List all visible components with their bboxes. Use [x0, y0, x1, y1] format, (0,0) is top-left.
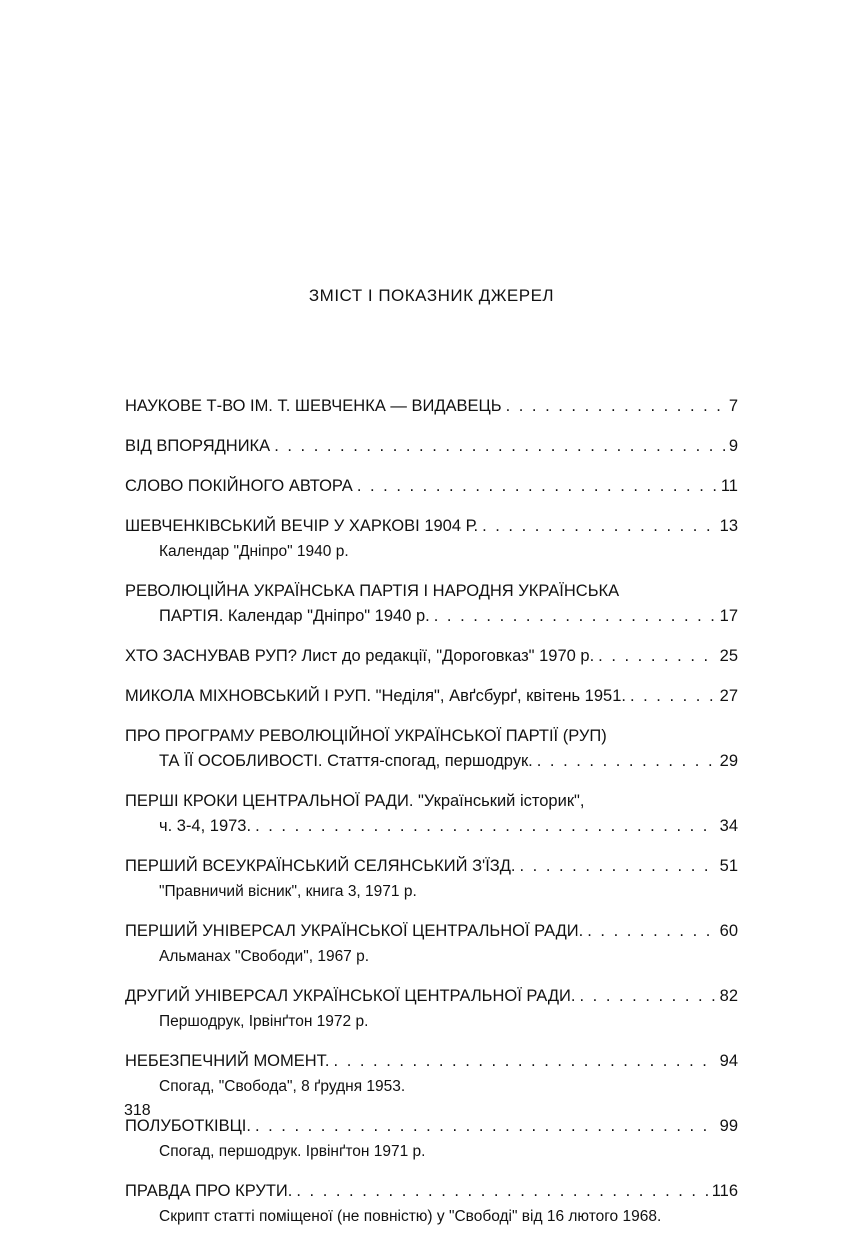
dot-leader: [520, 854, 716, 879]
entry-page-ref: 7: [728, 397, 738, 415]
toc-line: [125, 854, 738, 879]
entry-page-ref: 11: [720, 477, 738, 495]
dot-leader: [587, 919, 715, 944]
toc-entry: [125, 514, 738, 564]
toc-line: [125, 579, 738, 604]
page-title: ЗМІСТ І ПОКАЗНИК ДЖЕРЕЛ: [308, 286, 555, 305]
entry-source: "Правничий вісник", книга 3, 1971 р.: [159, 883, 417, 900]
entry-title: НАУКОВЕ Т-ВО ІМ. Т. ШЕВЧЕНКА — ВИДАВЕЦЬ: [125, 397, 502, 415]
page-number: 318: [124, 1102, 151, 1119]
entry-source: Спогад, "Свобода", 8 ґрудня 1953.: [159, 1078, 406, 1095]
entry-title: ПЕРШИЙ УНІВЕРСАЛ УКРАЇНСЬКОЇ ЦЕНТРАЛЬНОЇ РАДИ.: [125, 922, 584, 940]
entry-page-ref: 27: [719, 687, 738, 705]
toc-entry: [125, 434, 738, 459]
toc-line: [125, 474, 738, 499]
entry-title: МИКОЛА МІХНОВСЬКИЙ І РУП. "Неділя", Авґсбурґ, квітень 1951.: [125, 687, 626, 705]
entry-title: ВІД ВПОРЯДНИКА: [125, 437, 271, 455]
entry-title: ч. 3-4, 1973.: [159, 817, 252, 835]
toc-line: [125, 1179, 738, 1204]
toc-line: [125, 604, 738, 629]
dot-leader: [274, 434, 725, 459]
entry-source: Скрипт статті поміщеної (не повністю) у "Свободі" від 16 лютого 1968.: [159, 1208, 662, 1225]
entry-title: ПРАВДА ПРО КРУТИ.: [125, 1182, 293, 1200]
toc-line: [125, 814, 738, 839]
entry-page-ref: 116: [711, 1182, 738, 1200]
toc-entry: [125, 1049, 738, 1099]
entry-title: ПЕРШИЙ ВСЕУКРАЇНСЬКИЙ СЕЛЯНСЬКИЙ З'ЇЗД.: [125, 857, 516, 875]
toc-entry: [125, 1114, 738, 1164]
entry-title: ТА ЇЇ ОСОБЛИВОСТІ. Стаття-спогад, першодрук.: [159, 752, 533, 770]
toc-line: [125, 1049, 738, 1074]
toc-entry: [125, 1179, 738, 1229]
dot-leader: [630, 684, 716, 709]
entry-page-ref: 82: [719, 987, 738, 1005]
entry-source: Спогад, першодрук. Ірвінґтон 1971 р.: [159, 1143, 426, 1160]
entry-title: ПАРТІЯ. Календар "Дніпро" 1940 р.: [159, 607, 430, 625]
dot-leader: [537, 749, 716, 774]
toc-entry: [125, 984, 738, 1034]
dot-leader: [598, 644, 715, 669]
toc-entry: [125, 919, 738, 969]
toc-entry: [125, 789, 738, 839]
dot-leader: [255, 1114, 716, 1139]
entry-page-ref: 9: [728, 437, 738, 455]
toc-entry: [125, 579, 738, 629]
toc-entry: [125, 474, 738, 499]
entry-title: СЛОВО ПОКІЙНОГО АВТОРА: [125, 477, 353, 495]
table-of-contents: [125, 394, 738, 1244]
toc-entry: [125, 394, 738, 419]
toc-line: [125, 514, 738, 539]
entry-title: ШЕВЧЕНКІВСЬКИЙ ВЕЧІР У ХАРКОВІ 1904 Р.: [125, 517, 479, 535]
dot-leader: [434, 604, 716, 629]
entry-title: НЕБЕЗПЕЧНИЙ МОМЕНТ.: [125, 1052, 330, 1070]
toc-entry: [125, 684, 738, 709]
entry-page-ref: 60: [719, 922, 738, 940]
entry-page-ref: 17: [719, 607, 738, 625]
dot-leader: [579, 984, 715, 1009]
entry-source: Календар "Дніпро" 1940 р.: [159, 543, 349, 560]
toc-entry: [125, 724, 738, 774]
dot-leader: [506, 394, 725, 419]
entry-title: ДРУГИЙ УНІВЕРСАЛ УКРАЇНСЬКОЇ ЦЕНТРАЛЬНОЇ РАДИ.: [125, 987, 576, 1005]
dot-leader: [334, 1049, 716, 1074]
dot-leader: [296, 1179, 707, 1204]
entry-page-ref: 99: [719, 1117, 738, 1135]
toc-line: [125, 394, 738, 419]
toc-line: [125, 644, 738, 669]
dot-leader: [357, 474, 717, 499]
toc-entry: [125, 644, 738, 669]
toc-line: [125, 919, 738, 944]
entry-title: ПРО ПРОГРАМУ РЕВОЛЮЦІЙНОЇ УКРАЇНСЬКОЇ ПАРТІЇ (РУП): [125, 727, 607, 745]
entry-page-ref: 94: [719, 1052, 738, 1070]
dot-leader: [255, 814, 716, 839]
entry-title: ПЕРШІ КРОКИ ЦЕНТРАЛЬНОЇ РАДИ. "Український історик",: [125, 792, 585, 810]
entry-page-ref: 34: [719, 817, 738, 835]
entry-title: ХТО ЗАСНУВАВ РУП? Лист до редакції, "Дороговказ" 1970 р.: [125, 647, 595, 665]
toc-line: [125, 724, 738, 749]
entry-source: Альманах "Свободи", 1967 р.: [159, 948, 370, 965]
entry-page-ref: 29: [719, 752, 738, 770]
toc-line: [125, 749, 738, 774]
entry-source: Першодрук, Ірвінґтон 1972 р.: [159, 1013, 369, 1030]
dot-leader: [482, 514, 716, 539]
toc-line: [125, 984, 738, 1009]
toc-line: [125, 789, 738, 814]
toc-line: [125, 684, 738, 709]
entry-title: ПОЛУБОТКІВЦІ.: [125, 1117, 251, 1135]
toc-line: [125, 1114, 738, 1139]
entry-title: РЕВОЛЮЦІЙНА УКРАЇНСЬКА ПАРТІЯ І НАРОДНЯ УКРАЇНСЬКА: [125, 582, 620, 600]
toc-line: [125, 434, 738, 459]
entry-page-ref: 51: [719, 857, 738, 875]
entry-page-ref: 25: [719, 647, 738, 665]
toc-entry: [125, 854, 738, 904]
entry-page-ref: 13: [719, 517, 738, 535]
